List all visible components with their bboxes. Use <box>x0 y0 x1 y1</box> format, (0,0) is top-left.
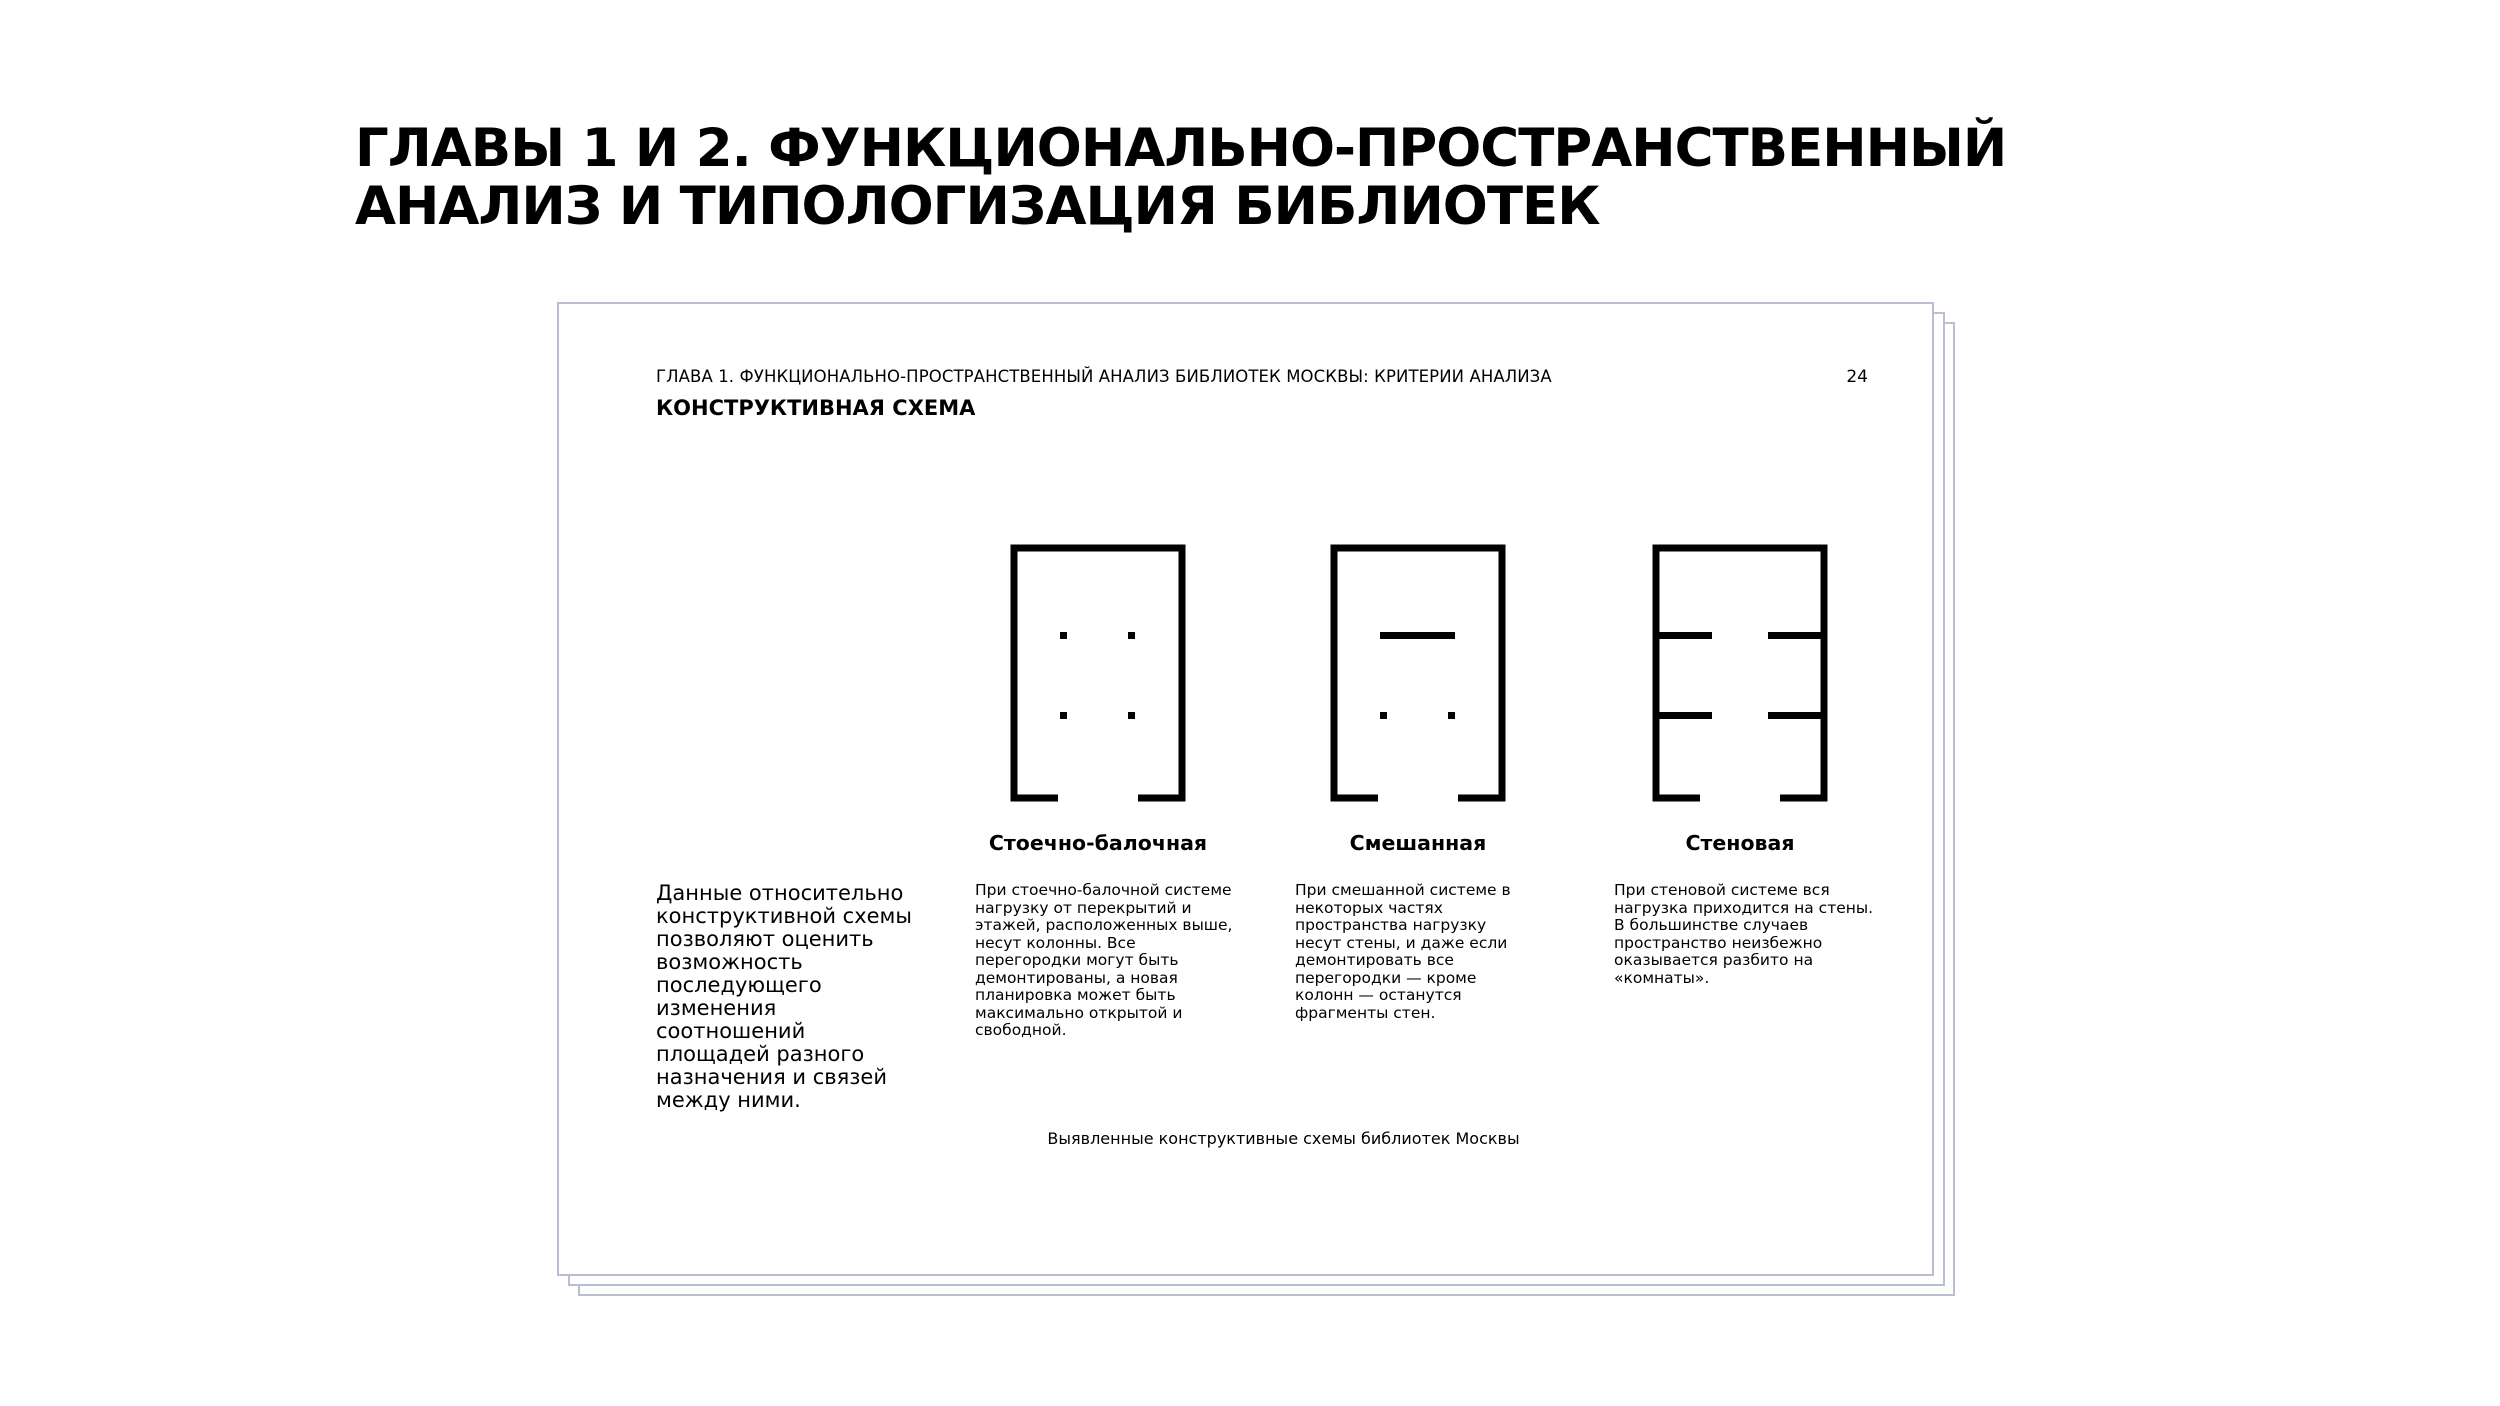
section-title: КОНСТРУКТИВНАЯ СХЕМА <box>656 396 976 420</box>
column-beam-scheme-description: При стоечно-балочной системе нагрузку от перекрытий и этажей, расположенных выше, несут колонны. Все перегородки могут быть демонтированы, а новая планировка может быть максимально открытой и свободной. <box>975 881 1233 1039</box>
document-page <box>557 302 1934 1276</box>
column-marker <box>1448 712 1455 719</box>
column-marker <box>1128 632 1135 639</box>
column-marker <box>1060 712 1067 719</box>
wall-scheme-diagram <box>1652 544 1828 802</box>
wall-segment <box>1656 632 1712 639</box>
wall-segment <box>1768 712 1824 719</box>
slide-title: ГЛАВЫ 1 И 2. ФУНКЦИОНАЛЬНО-ПРОСТРАНСТВЕННЫЙ АНАЛИЗ И ТИПОЛОГИЗАЦИЯ БИБЛИОТЕК <box>355 118 2007 237</box>
column-marker <box>1380 712 1387 719</box>
column-marker <box>1060 632 1067 639</box>
figure-caption-wrapper <box>559 1129 1932 1148</box>
mixed-scheme-diagram <box>1330 544 1506 802</box>
mixed-scheme-label: Смешанная <box>1349 831 1487 855</box>
wall-segment <box>1656 712 1712 719</box>
column-beam-scheme-diagram <box>1010 544 1186 802</box>
page-number: 24 <box>1846 367 1868 387</box>
wall-segment <box>1768 632 1824 639</box>
mixed-scheme-description: При смешанной системе в некоторых частях пространства нагрузку несут стены, и даже если демонтировать все перегородки — кроме колонн — останутся фрагменты стен. <box>1295 881 1511 1022</box>
column-marker <box>1128 712 1135 719</box>
side-note: Данные относительно конструктивной схемы позволяют оценить возможность последующего изменения соотношений площадей разного назначения и связей между ними. <box>656 881 912 1112</box>
wall-scheme-label: Стеновая <box>1685 831 1795 855</box>
wall-scheme-description: При стеновой системе вся нагрузка приходится на стены. В большинстве случаев пространство неизбежно оказывается разбито на «комнаты». <box>1614 881 1874 987</box>
wall-fragment <box>1380 632 1455 639</box>
figure-caption: Выявленные конструктивные схемы библиотек Москвы <box>1047 1129 1520 1148</box>
column-beam-scheme-label: Стоечно-балочная <box>988 831 1208 855</box>
page-running-header: ГЛАВА 1. ФУНКЦИОНАЛЬНО-ПРОСТРАНСТВЕННЫЙ АНАЛИЗ БИБЛИОТЕК МОСКВЫ: КРИТЕРИИ АНАЛИЗА <box>656 367 1552 386</box>
